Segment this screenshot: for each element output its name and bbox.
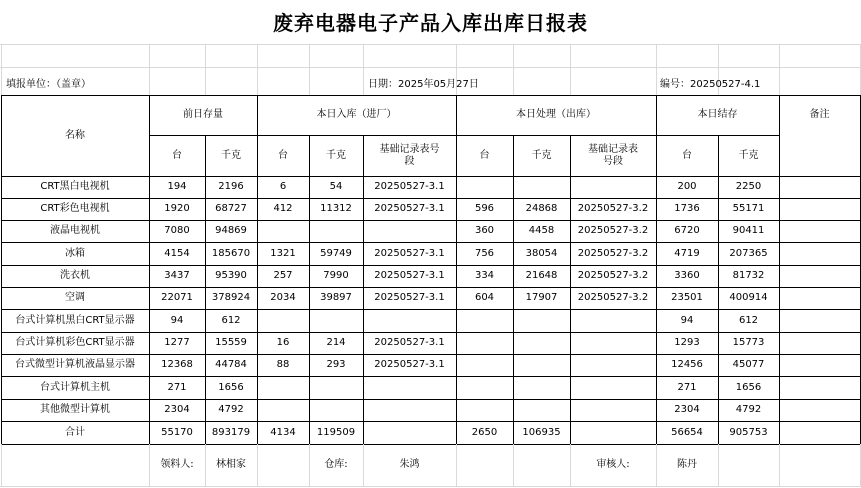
table-cell[interactable]: 22071 [161, 292, 193, 304]
row-name[interactable]: 空调 [65, 292, 85, 304]
sheet-gridline [0, 67, 861, 68]
table-cell[interactable] [779, 332, 860, 354]
table-cell[interactable]: 6720 [674, 225, 700, 237]
report-date[interactable]: 日期：2025年05月27日 [368, 79, 479, 91]
table-cell[interactable]: 1656 [218, 381, 244, 393]
subheader-record-no[interactable]: 基础记录表号段 [588, 144, 638, 167]
table-cell[interactable]: 56654 [671, 426, 703, 438]
table-cell[interactable]: 20250527-3.1 [374, 359, 445, 371]
table-cell[interactable]: 1277 [164, 337, 190, 349]
table-cell[interactable] [456, 399, 513, 421]
table-cell[interactable]: 2304 [164, 404, 190, 416]
table-cell[interactable]: 12456 [671, 359, 703, 371]
table-cell[interactable] [363, 309, 456, 332]
table-cell[interactable]: 2650 [471, 426, 498, 438]
row-name[interactable]: 台式计算机主机 [40, 381, 110, 393]
table-cell[interactable]: 596 [474, 203, 495, 215]
table-cell[interactable]: 1321 [270, 247, 296, 259]
subheader-unit-kg[interactable]: 千克 [221, 149, 241, 161]
subheader-record-no[interactable]: 基础记录表号段 [379, 144, 440, 167]
sheet-gridline [0, 44, 861, 45]
table-cell[interactable]: 756 [474, 247, 495, 259]
footer-gridline [1, 444, 2, 486]
table-cell[interactable]: 412 [273, 203, 293, 215]
table-cell[interactable] [513, 354, 570, 376]
table-cell[interactable]: 271 [677, 381, 697, 393]
grid-line [1, 309, 861, 310]
grid-line [570, 135, 571, 445]
table-cell[interactable]: 23501 [671, 292, 703, 304]
grid-line [205, 135, 206, 445]
table-cell[interactable]: 68727 [215, 203, 247, 215]
subheader-remark[interactable] [779, 135, 860, 176]
header-out-today[interactable]: 本日处理（出库） [516, 109, 596, 121]
table-cell[interactable]: 90411 [732, 225, 765, 237]
header-in-today[interactable]: 本日入库（进厂） [316, 109, 397, 121]
table-cell[interactable]: 360 [474, 225, 495, 237]
table-cell[interactable]: 20250527-3.1 [374, 203, 445, 215]
table-cell[interactable]: 1656 [735, 381, 762, 393]
row-name[interactable]: 其他微型计算机 [40, 404, 110, 416]
table-cell[interactable] [513, 332, 570, 354]
grid-line [1, 376, 861, 377]
subheader-unit-kg[interactable]: 千克 [326, 149, 346, 161]
table-cell[interactable]: 88 [276, 359, 290, 371]
table-cell[interactable] [309, 309, 363, 332]
table-cell[interactable]: 44784 [215, 359, 247, 371]
footer-gridline [570, 444, 571, 486]
table-cell[interactable]: 905753 [729, 426, 768, 438]
table-cell[interactable]: 2304 [674, 404, 700, 416]
receiver-label[interactable]: 领料人: [160, 459, 194, 471]
table-cell[interactable] [363, 376, 456, 399]
subheader-unit-tai[interactable]: 台 [479, 149, 490, 161]
table-cell[interactable]: 2034 [270, 292, 296, 304]
footer-gridline [205, 444, 206, 486]
footer-gridline [513, 444, 514, 486]
reviewer-label[interactable]: 审核人: [596, 459, 630, 471]
table-cell[interactable] [779, 176, 860, 198]
table-cell[interactable]: 20250527-3.1 [374, 270, 445, 282]
footer-gridline [779, 444, 780, 486]
table-cell[interactable]: 271 [167, 381, 187, 393]
table-cell[interactable] [513, 309, 570, 332]
table-cell[interactable]: 20250527-3.1 [374, 247, 445, 259]
sheet-gridline [205, 44, 206, 95]
table-cell[interactable]: 94 [680, 314, 694, 326]
table-cell[interactable]: 207365 [729, 247, 768, 259]
table-cell[interactable]: 1920 [164, 203, 190, 215]
sheet-gridline [257, 44, 258, 95]
row-name[interactable]: 台式计算机黑白CRT显示器 [15, 314, 135, 326]
sheet-gridline [570, 44, 571, 95]
table-cell[interactable]: 4134 [270, 426, 296, 438]
table-cell[interactable]: 45077 [732, 359, 765, 371]
grid-line [1, 421, 861, 422]
subheader-unit-tai[interactable]: 台 [172, 149, 182, 161]
table-cell[interactable] [779, 376, 860, 399]
grid-line [1, 95, 861, 96]
table-cell[interactable]: 185670 [211, 247, 251, 259]
table-cell[interactable]: 24868 [525, 203, 558, 215]
table-cell[interactable]: 7080 [164, 225, 190, 237]
grid-line [309, 135, 310, 445]
grid-line [1, 95, 2, 445]
sheet-gridline [149, 44, 150, 95]
table-cell[interactable]: 6 [279, 181, 287, 193]
table-cell[interactable] [570, 354, 656, 376]
row-name[interactable]: 液晶电视机 [50, 225, 100, 237]
grid-line [513, 135, 514, 445]
table-cell[interactable]: 4458 [528, 225, 555, 237]
table-cell[interactable] [309, 376, 363, 399]
grid-line [149, 135, 779, 136]
row-name[interactable]: 台式微型计算机液晶显示器 [15, 359, 135, 371]
table-cell[interactable] [779, 399, 860, 421]
table-cell[interactable]: 12368 [161, 359, 193, 371]
footer-gridline [363, 444, 364, 486]
header-name[interactable]: 名称 [65, 129, 85, 141]
grid-line [779, 95, 780, 445]
table-cell[interactable] [570, 309, 656, 332]
grid-line [1, 399, 861, 400]
table-cell[interactable]: 17907 [525, 292, 558, 304]
table-cell[interactable] [513, 399, 570, 421]
footer-gridline [309, 444, 310, 486]
table-cell[interactable] [513, 376, 570, 399]
subheader-unit-kg[interactable]: 千克 [531, 149, 552, 161]
grid-line [149, 95, 150, 445]
table-cell[interactable]: 95390 [215, 270, 247, 282]
table-cell[interactable]: 94869 [215, 225, 247, 237]
table-cell[interactable] [257, 220, 309, 242]
subheader-unit-tai[interactable]: 台 [278, 149, 288, 161]
table-cell[interactable]: 20250527-3.1 [374, 181, 445, 193]
table-cell[interactable] [779, 309, 860, 332]
table-cell[interactable]: 293 [326, 359, 346, 371]
table-cell[interactable] [779, 287, 860, 309]
header-remark[interactable]: 备注 [809, 109, 830, 121]
row-name[interactable]: 台式计算机彩色CRT显示器 [15, 337, 135, 349]
table-cell[interactable]: 20250527-3.1 [374, 292, 445, 304]
table-cell[interactable] [309, 220, 363, 242]
table-cell[interactable] [309, 399, 363, 421]
table-cell[interactable]: 604 [474, 292, 495, 304]
row-name[interactable]: 合计 [65, 426, 85, 438]
table-cell[interactable]: 612 [221, 314, 241, 326]
grid-line [1, 220, 861, 221]
table-cell[interactable]: 194 [167, 181, 187, 193]
table-cell[interactable] [456, 332, 513, 354]
table-cell[interactable] [779, 198, 860, 220]
footer-gridline [0, 486, 861, 487]
table-cell[interactable]: 214 [326, 337, 346, 349]
table-cell[interactable] [456, 176, 513, 198]
table-cell[interactable]: 21648 [525, 270, 558, 282]
grid-line [1, 198, 861, 199]
row-name[interactable]: 洗衣机 [60, 270, 90, 282]
table-cell[interactable] [779, 354, 860, 376]
footer-gridline [149, 444, 150, 486]
reviewer-name[interactable]: 陈丹 [677, 459, 697, 471]
subheader-unit-kg[interactable]: 千克 [738, 149, 759, 161]
table-cell[interactable] [779, 421, 860, 444]
grid-line [1, 332, 861, 333]
table-cell[interactable]: 7990 [323, 270, 349, 282]
table-cell[interactable]: 4719 [674, 247, 700, 259]
warehouse-name[interactable]: 朱鸿 [399, 459, 420, 471]
table-cell[interactable]: 38054 [525, 247, 558, 259]
table-cell[interactable] [570, 176, 656, 198]
table-cell[interactable] [257, 309, 309, 332]
table-cell[interactable]: 3360 [674, 270, 700, 282]
table-cell[interactable] [456, 376, 513, 399]
footer-gridline [456, 444, 457, 486]
table-cell[interactable]: 81732 [732, 270, 765, 282]
table-cell[interactable] [779, 265, 860, 287]
table-cell[interactable]: 4792 [218, 404, 244, 416]
table-cell[interactable]: 1736 [674, 203, 700, 215]
table-cell[interactable]: 59749 [320, 247, 352, 259]
table-cell[interactable] [570, 399, 656, 421]
row-name[interactable]: CRT黑白电视机 [40, 181, 110, 193]
table-cell[interactable]: 2250 [735, 181, 762, 193]
table-cell[interactable]: 119509 [316, 426, 356, 438]
table-cell[interactable]: 378924 [211, 292, 251, 304]
grid-line [456, 95, 457, 445]
table-cell[interactable]: 2196 [218, 181, 244, 193]
report-code[interactable]: 编号：20250527-4.1 [660, 79, 761, 91]
table-cell[interactable] [779, 220, 860, 242]
table-cell[interactable]: 3437 [164, 270, 190, 282]
table-cell[interactable]: 106935 [522, 426, 561, 438]
table-cell[interactable]: 11312 [320, 203, 352, 215]
grid-line [363, 135, 364, 445]
table-cell[interactable] [363, 220, 456, 242]
table-cell[interactable]: 15773 [732, 337, 765, 349]
grid-line [1, 287, 861, 288]
table-cell[interactable]: 54 [329, 181, 343, 193]
row-name[interactable]: CRT彩色电视机 [40, 203, 110, 215]
table-cell[interactable]: 20250527-3.2 [577, 292, 649, 304]
grid-line [656, 95, 657, 445]
table-cell[interactable]: 400914 [729, 292, 768, 304]
grid-line [1, 265, 861, 266]
table-cell[interactable]: 20250527-3.2 [577, 270, 649, 282]
table-cell[interactable] [456, 354, 513, 376]
receiver-name[interactable]: 林相家 [216, 459, 246, 471]
report-title: 废弃电器电子产品入库出库日报表 [273, 10, 588, 35]
table-cell[interactable]: 39897 [320, 292, 352, 304]
table-cell[interactable] [363, 399, 456, 421]
table-cell[interactable]: 20250527-3.2 [577, 225, 649, 237]
table-cell[interactable]: 16 [276, 337, 290, 349]
table-cell[interactable] [570, 376, 656, 399]
grid-line [1, 444, 861, 445]
grid-line [257, 95, 258, 445]
table-cell[interactable]: 1293 [674, 337, 700, 349]
header-stock-today[interactable]: 本日结存 [697, 109, 738, 121]
table-cell[interactable]: 334 [474, 270, 495, 282]
table-cell[interactable]: 94 [170, 314, 184, 326]
table-cell[interactable]: 55170 [161, 426, 193, 438]
table-cell[interactable] [779, 242, 860, 265]
table-cell[interactable] [513, 176, 570, 198]
table-cell[interactable] [570, 421, 656, 444]
row-name[interactable]: 冰箱 [65, 247, 85, 259]
footer-gridline [656, 444, 657, 486]
sheet-gridline [309, 44, 310, 95]
warehouse-label[interactable]: 仓库: [324, 459, 348, 471]
subheader-unit-tai[interactable]: 台 [682, 149, 692, 161]
grid-line [1, 242, 861, 243]
table-cell[interactable]: 893179 [211, 426, 251, 438]
table-cell[interactable]: 4154 [164, 247, 190, 259]
header-prev-stock[interactable]: 前日存量 [183, 109, 223, 121]
footer-gridline [257, 444, 258, 486]
table-cell[interactable]: 257 [273, 270, 293, 282]
fill-unit-label[interactable]: 填报单位：（盖章） [6, 79, 91, 91]
footer-gridline [718, 444, 719, 486]
table-cell[interactable]: 55171 [732, 203, 765, 215]
table-cell[interactable] [257, 376, 309, 399]
table-cell[interactable]: 20250527-3.2 [577, 203, 649, 215]
table-cell[interactable]: 15559 [215, 337, 247, 349]
grid-line [718, 135, 719, 445]
table-cell[interactable] [257, 399, 309, 421]
grid-line [1, 176, 861, 177]
table-cell[interactable]: 20250527-3.1 [374, 337, 445, 349]
table-cell[interactable]: 200 [677, 181, 697, 193]
table-cell[interactable] [456, 309, 513, 332]
table-cell[interactable]: 612 [738, 314, 759, 326]
table-cell[interactable]: 4792 [735, 404, 762, 416]
table-cell[interactable] [570, 332, 656, 354]
table-cell[interactable]: 20250527-3.2 [577, 247, 649, 259]
grid-line [1, 354, 861, 355]
table-cell[interactable] [363, 421, 456, 444]
